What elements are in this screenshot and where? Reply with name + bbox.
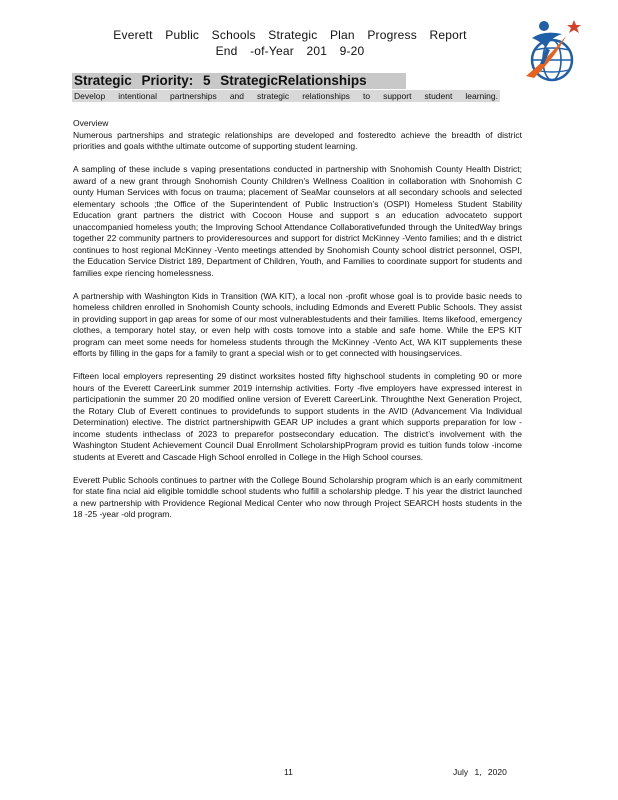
overview-heading: Overview (73, 118, 109, 128)
paragraph-3: A partnership with Washington Kids in Transition (WA KIT), a local non -profit whose goal is to provide basic needs to homeless children enrolled in Snohomish County schools, including Edmonds and Everett Public Schools. They assist in providing support in gap areas for some of our most vulnerablestudents and their families. Items likefood, emergency clothes, a temporary hotel stay, or even help with costs tomove into a stable and safe home. While the EPS KIT program can meet some needs for homeless students through the McKinney -Vento Act, WA KIT supplements these efforts by filling in the gaps for a family to grant a special wish or to get connected with housingservices. (73, 290, 522, 358)
report-title: Everett Public Schools Strategic Plan Progress Report (113, 28, 467, 42)
paragraph-2: A sampling of these include s vaping presentations conducted in partnership with Snohomish County Health District; award of a new grant through Snohomish County Children’s Wellness Coalition in collaboration with Snohomish C ounty Human Services with focus on trauma; placement of SeaMar counselors at all secondary schools and selected elementary schools ;the Office of the Superintendent of Public Instruction’s (OSPI) Homeless Student Stability Education grant partners the district with Cocoon House and support s an education advocateto support unaccompanied homeless youth; the Improving School Attendance Collaborativefunded through the UnitedWay brings together 22 community partners to provideresources and support for district McKinney -Vento families; and th e district continues to host regional McKinney -Vento meetings attended by Snohomish County school district personnel, OSPI, the Education Service District 189, Department of Children, Youth, and Families to coordinate support for students and families expe riencing homelessness. (73, 164, 522, 278)
paragraph-4: Fifteen local employers representing 29 distinct worksites hosted fifty highschool students in completing 90 or more hours of the Everett CareerLink summer 2019 internship activities. Forty -five employers have expressed interest in participationin the summer 20 20 modified online version of Everett CareerLink. Throughthe Next Generation Project, the Rotary Club of Everett continues to providefunds to support students in the AVID (Advancement Via Individual Determination) elective. The district partnershipwith GEAR UP includes a grant which supports preparation for low -income students intheclass of 2023 to preparefor postsecondary education. The district’s involvement with the Washington Student Achievement Council Dual Enrollment ScholarshipProgram provid es tuition funds tolow -income students at Everett and Cascade High School enrolled in College in the High School courses. (73, 371, 522, 462)
district-logo-icon (522, 14, 588, 92)
report-header (70, 27, 510, 59)
report-body (73, 118, 522, 532)
paragraph-1: Numerous partnerships and strategic relationships are developed and fosteredto achieve the breadth of district priorities and goals withthe ultimate outcome of supporting student learning. (73, 129, 522, 151)
report-period: End -of-Year 201 9-20 (215, 44, 365, 58)
report-date: July 1, 2020 (453, 767, 507, 777)
strategic-priority-subtitle: Develop intentional partnerships and strategic relationships to support student learning. (74, 91, 498, 101)
page-number: 11 (284, 767, 293, 777)
paragraph-5: Everett Public Schools continues to partner with the College Bound Scholarship program which is an early commitment for state fina ncial aid eligible tomiddle school students who fulfill a scholarship pledge. T his year the district launched a new partnership with Providence Regional Medical Center who now through Project SEARCH hosts students in the 18 -25 -year -old program. (73, 474, 522, 519)
strategic-priority-title: Strategic Priority: 5 StrategicRelationships (74, 73, 367, 88)
